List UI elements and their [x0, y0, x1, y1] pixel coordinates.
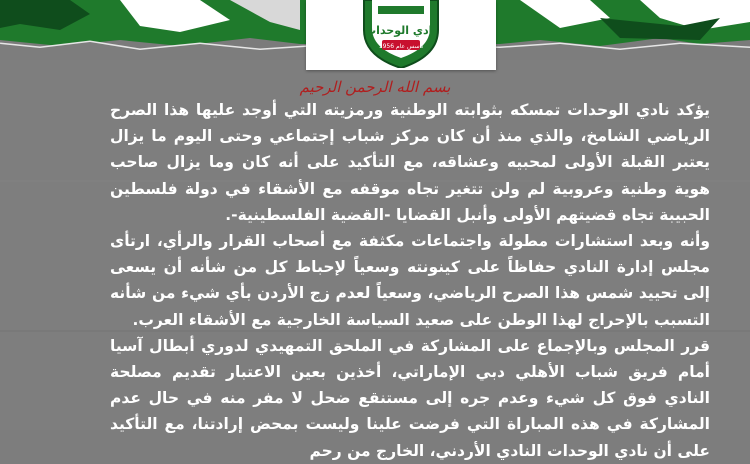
statement-body: [110, 97, 710, 464]
founded-text: تأسس عام 1956: [378, 43, 424, 50]
club-crest-logo: [358, 0, 444, 68]
statement-paragraph-3: قرر المجلس وبالإجماع على المشاركة في الملحق التمهيدي لدوري أبطال آسيا أمام فريق شباب الأهلي دبي الإماراتي، أخذين بعين الاعتبار تقديم مصلحة النادي فوق كل شيء وعدم جره إلى مستنقع ضحل لا مفر منه في حال عدم المشاركة في هذه المباراة التي فرضت علينا وليست بمحض إرادتنا، مع التأكيد على أن نادي الوحدات النادي الأردني، الخارج من رحم: [110, 336, 710, 460]
statement-paragraph-2: وأنه وبعد استشارات مطولة واجتماعات مكثفة مع أصحاب القرار والرأي، ارتأى مجلس إدارة النادي حفاظاً على كينونته وسعياً لإحباط كل من شأنه أن يسعى إلى تحييد شمس هذا الصرح الرياضي، وسعياً لعدم زج الأردن بأي شيء من شأنه التسبب بالإحراج لهذا الوطن على صعيد السياسة الخارجية مع الأشقاء العرب.: [110, 232, 710, 329]
club-logo-card: [306, 0, 496, 70]
club-name-text: نادي الوحدات: [365, 24, 437, 37]
statement-paragraph-1: يؤكد نادي الوحدات تمسكه بثوابته الوطنية ورمزيته التي أوجد عليها هذا الصرح الرياضي الشامخ، والذي منذ أن كان مركز شباب إجتماعي وحتى اليوم ما يزال يعتبر القبلة الأولى لمحبيه وعشاقه، مع التأكيد على أنه كان وما يزال صاحب هوية وطنية وعروبية لم ولن تتغير تجاه موقفه مع الأشقاء في دولة فلسطين الحبيبة تجاه قضيتهم الأولى وأنبل القضايا -القضية الفلسطينية-.: [110, 101, 710, 224]
basmala-heading: بسم الله الرحمن الرحيم: [299, 78, 451, 96]
